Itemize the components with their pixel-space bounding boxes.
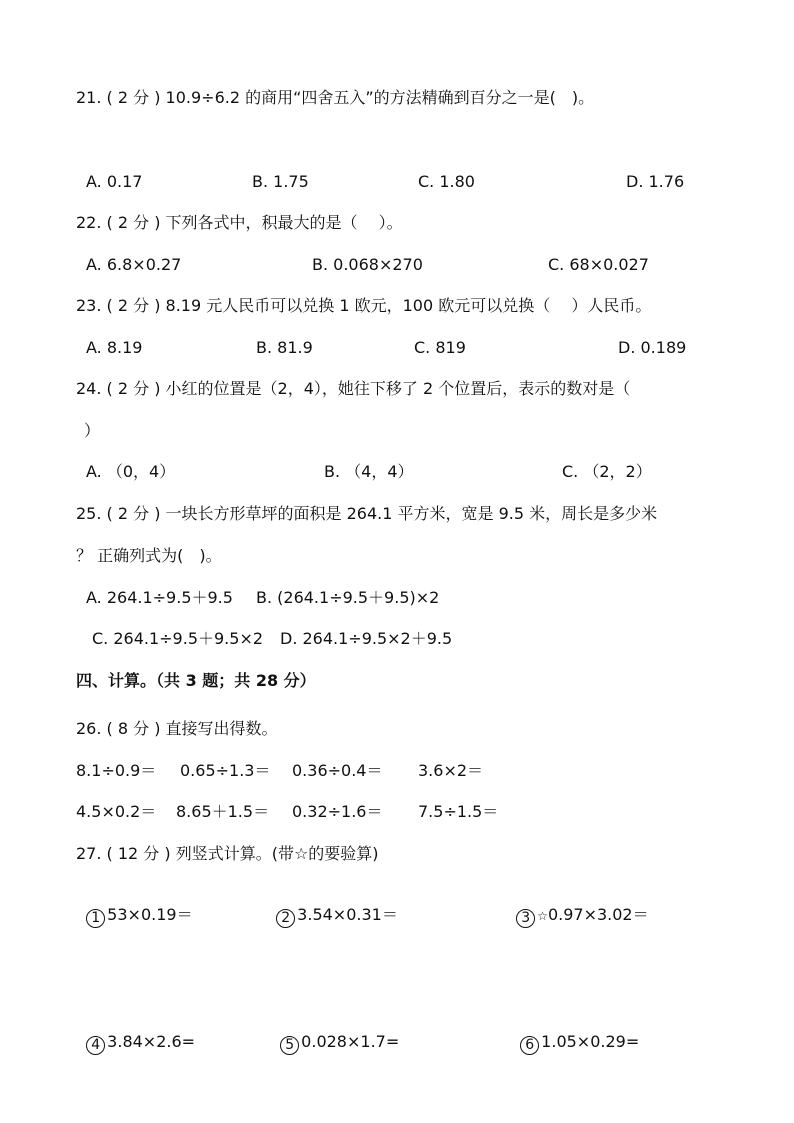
q22-option-c: C. 68×0.027	[548, 255, 649, 274]
q25-stem-line2: ？ 正确列式为( )。	[76, 546, 222, 565]
circled-number: 1	[86, 909, 105, 928]
q21-option-b: B. 1.75	[252, 172, 309, 191]
star-icon: ☆	[537, 909, 548, 923]
q26-stem: 26. ( 8 分 ) 直接写出得数。	[76, 719, 278, 738]
q26-r2-c4: 7.5÷1.5＝	[418, 802, 499, 821]
q27-expression: 3.84×2.6=	[107, 1032, 196, 1051]
q27-expression: 3.54×0.31＝	[297, 905, 398, 924]
q24-option-b: B. （4，4）	[324, 462, 414, 481]
q25-option-d: D. 264.1÷9.5×2＋9.5	[280, 629, 453, 648]
q27-item-6	[510, 1012, 639, 1055]
q27-item-2	[266, 885, 398, 928]
q26-r1-c4: 3.6×2＝	[418, 761, 484, 780]
q23-stem: 23. ( 2 分 ) 8.19 元人民币可以兑换 1 欧元，100 欧元可以兑换（ ）人民币。	[76, 296, 652, 315]
q23-option-d: D. 0.189	[618, 338, 687, 357]
q26-r2-c2: 8.65＋1.5＝	[176, 802, 270, 821]
q21-option-d: D. 1.76	[626, 172, 685, 191]
q24-stem-line1: 24. ( 2 分 ) 小红的位置是（2，4），她往下移了 2 个位置后，表示的数对是（	[76, 379, 631, 398]
q23-option-c: C. 819	[414, 338, 466, 357]
circled-number: 2	[276, 909, 295, 928]
q21-stem: 21. ( 2 分 ) 10.9÷6.2 的商用“四舍五入”的方法精确到百分之一是( )。	[76, 88, 595, 107]
q25-stem-line1: 25. ( 2 分 ) 一块长方形草坪的面积是 264.1 平方米，宽是 9.5 米，周长是多少米	[76, 504, 658, 523]
circled-number: 6	[520, 1036, 539, 1055]
q23-option-a: A. 8.19	[86, 338, 143, 357]
q25-option-b: B. (264.1÷9.5＋9.5)×2	[256, 588, 440, 607]
q27-stem: 27. ( 12 分 ) 列竖式计算。(带☆的要验算)	[76, 844, 379, 863]
q27-expression: 1.05×0.29=	[541, 1032, 640, 1051]
q22-option-a: A. 6.8×0.27	[86, 255, 182, 274]
q27-item-1	[76, 885, 193, 928]
q23-option-b: B. 81.9	[256, 338, 313, 357]
q25-option-c: C. 264.1÷9.5＋9.5×2	[92, 629, 264, 648]
q27-expression: 53×0.19＝	[107, 905, 193, 924]
q24-option-c: C. （2，2）	[562, 462, 652, 481]
q24-option-a: A. （0，4）	[86, 462, 176, 481]
circled-number: 4	[86, 1036, 105, 1055]
q27-item-3	[506, 885, 649, 928]
q26-r1-c3: 0.36÷0.4＝	[292, 761, 383, 780]
q27-item-4	[76, 1012, 195, 1055]
q26-r2-c1: 4.5×0.2＝	[76, 802, 157, 821]
q21-option-a: A. 0.17	[86, 172, 143, 191]
q24-stem-line2: ）	[84, 421, 101, 440]
q21-option-c: C. 1.80	[418, 172, 475, 191]
q26-r2-c3: 0.32÷1.6＝	[292, 802, 383, 821]
q25-option-a: A. 264.1÷9.5＋9.5	[86, 588, 233, 607]
circled-number: 5	[280, 1036, 299, 1055]
q22-stem: 22. ( 2 分 ) 下列各式中，积最大的是（ ）。	[76, 213, 403, 232]
circled-number: 3	[516, 909, 535, 928]
q27-expression: 0.028×1.7=	[301, 1032, 400, 1051]
q22-option-b: B. 0.068×270	[312, 255, 423, 274]
q26-r1-c2: 0.65÷1.3＝	[180, 761, 271, 780]
section-heading: 四、计算。（共 3 题；共 28 分）	[76, 671, 316, 690]
q26-r1-c1: 8.1÷0.9＝	[76, 761, 157, 780]
q27-item-5	[270, 1012, 399, 1055]
q27-expression: 0.97×3.02＝	[547, 905, 649, 924]
